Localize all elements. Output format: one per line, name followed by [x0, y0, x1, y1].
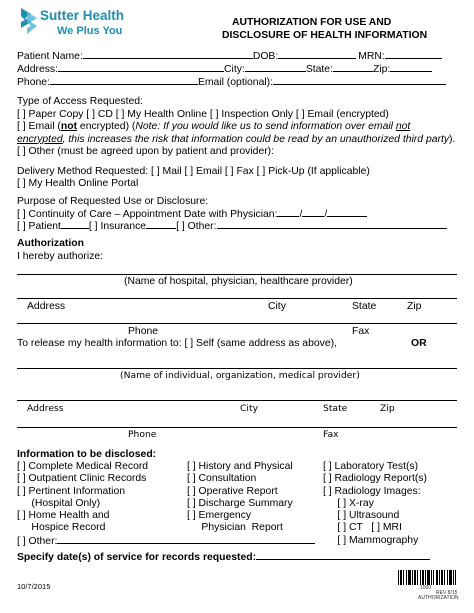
other-access-text[interactable]: ). [ ] Other (must be agreed upon by patient and provider): — [17, 133, 456, 157]
email-label: Email (optional): — [197, 77, 274, 88]
logo-tagline: We Plus You — [57, 25, 123, 37]
appt-year-field[interactable] — [327, 208, 367, 217]
zip-caption: Zip — [407, 301, 422, 312]
option-operative-report[interactable]: [ ] Operative Report — [187, 485, 278, 497]
appt-day-field[interactable] — [302, 208, 324, 217]
delivery-portal[interactable]: [ ] My Health Online Portal — [17, 178, 139, 189]
access-heading: Type of Access Requested: — [17, 96, 143, 107]
option-mammography[interactable]: [ ] Mammography — [323, 534, 419, 546]
date-sep-2: / — [324, 209, 328, 220]
option-consultation[interactable]: [ ] Consultation — [187, 473, 257, 485]
recipient-name-caption: (Name of individual, organization, medical provider) — [120, 370, 360, 381]
form-title-line1: AUTHORIZATION FOR USE AND — [232, 17, 392, 28]
mrn-label: MRN: — [358, 51, 385, 62]
option-discharge-summary[interactable]: [ ] Discharge Summary — [187, 497, 293, 509]
logo — [17, 6, 157, 40]
option-home-health[interactable]: [ ] Home Health and — [17, 510, 110, 522]
option-other-disclosure[interactable]: [ ] Other: — [17, 535, 315, 548]
zip-field[interactable] — [390, 63, 432, 72]
patient-name-field[interactable] — [83, 50, 253, 59]
option-radiology-images[interactable]: [ ] Radiology Images: — [323, 485, 421, 497]
zip-label: Zip: — [372, 64, 391, 75]
not-word: not — [60, 121, 78, 132]
email-unencrypted-note — [17, 121, 459, 159]
city-label: City: — [224, 64, 245, 75]
city-caption: City — [268, 301, 286, 312]
purpose-patient-option[interactable]: [ ] Patient — [17, 221, 61, 232]
date-sep-1: / — [299, 209, 303, 220]
email-option-prefix[interactable]: [ ] Email ( — [17, 121, 61, 132]
insurance-purpose-field[interactable] — [146, 220, 176, 229]
email-field[interactable] — [273, 76, 446, 85]
address-field[interactable] — [58, 63, 224, 72]
provider-address-line[interactable] — [17, 298, 457, 299]
dates-of-service-field[interactable] — [256, 551, 430, 560]
fax-caption: Fax — [352, 326, 370, 337]
phone-field[interactable] — [50, 76, 198, 85]
mrn-field[interactable] — [385, 50, 442, 59]
fax2-caption: Fax — [323, 429, 339, 440]
dates-of-service-label: Specify date(s) of service for records requested: — [17, 551, 430, 564]
option-outpatient-clinic[interactable]: [ ] Outpatient Clinic Records — [17, 473, 147, 485]
other-purpose-field[interactable] — [217, 220, 447, 229]
option-complete-medical-record[interactable]: [ ] Complete Medical Record — [17, 461, 149, 472]
option-emergency-note: Physician Report — [187, 522, 283, 534]
phone-label: Phone: — [17, 77, 50, 88]
patient-name-row — [17, 50, 442, 63]
delivery-options[interactable]: Delivery Method Requested: [ ] Mail [ ] Email [ ] Fax [ ] Pick-Up (If applicable) — [17, 166, 370, 177]
access-options[interactable]: [ ] Paper Copy [ ] CD [ ] My Health Online [ ] Inspection Only [ ] Email (encrypted) — [17, 109, 389, 120]
option-home-health-note: Hospice Record — [17, 522, 106, 534]
state-caption: State — [352, 301, 377, 312]
authorization-heading: Authorization — [17, 238, 84, 249]
provider-name-caption: (Name of hospital, physician, healthcare provider) — [124, 276, 353, 287]
address-label: Address: — [17, 64, 59, 75]
phone-caption: Phone — [128, 326, 159, 337]
or-text: OR — [411, 338, 427, 349]
option-pertinent-info[interactable]: [ ] Pertinent Information — [17, 485, 126, 497]
barcode-icon — [398, 570, 456, 585]
hereby-authorize: I hereby authorize: — [17, 251, 104, 262]
appt-month-field[interactable] — [277, 208, 299, 217]
address-row — [17, 63, 432, 76]
purpose-other-option[interactable]: [ ] Other: — [176, 221, 217, 232]
footer-date: 10/7/2015 — [17, 582, 51, 591]
email-option-mid: encrypted) ( — [77, 121, 136, 132]
recipient-phone-line[interactable] — [17, 427, 457, 428]
logo-name: Sutter Health — [40, 8, 125, 23]
note-not: not — [395, 121, 411, 132]
option-emergency[interactable]: [ ] Emergency — [187, 510, 252, 522]
purpose-continuity — [17, 208, 367, 221]
continuity-of-care-option[interactable]: [ ] Continuity of Care – Appointment Date with Physician: — [17, 209, 278, 220]
state-label: State: — [305, 64, 333, 75]
phone2-caption: Phone — [128, 429, 157, 440]
other-disclosure-field[interactable] — [57, 535, 315, 544]
disclosure-col3 — [323, 461, 427, 547]
option-pertinent-info-note: (Hospital Only) — [17, 497, 101, 509]
note-italic-2: , this increases the risk that information could be read by an unauthorized third party — [62, 133, 450, 145]
address2-caption: Address — [27, 403, 64, 414]
form-barcode — [398, 570, 456, 585]
purpose-heading: Purpose of Requested Use or Disclosure: — [17, 196, 209, 207]
phone-row — [17, 76, 446, 89]
option-lab-tests[interactable]: [ ] Laboratory Test(s) — [323, 461, 419, 472]
option-radiology-report[interactable]: [ ] Radiology Report(s) — [323, 473, 427, 485]
option-history-physical[interactable]: [ ] History and Physical — [187, 461, 293, 472]
form-title-line2: DISCLOSURE OF HEALTH INFORMATION — [222, 30, 428, 41]
footer-code-2: REV 8/15 — [436, 590, 458, 596]
provider-name-line[interactable] — [17, 274, 457, 275]
address-caption: Address — [27, 301, 66, 312]
option-xray[interactable]: [ ] X-ray — [323, 497, 374, 509]
disclosure-heading: Information to be disclosed: — [17, 449, 157, 460]
dob-label: DOB: — [252, 51, 279, 62]
encrypted-word: encrypted — [17, 133, 63, 145]
city-field[interactable] — [245, 63, 306, 72]
purpose-insurance-option[interactable]: [ ] Insurance — [88, 221, 147, 232]
note-italic-1: Note: If you would like us to send information over email — [135, 121, 396, 132]
patient-purpose-field[interactable] — [61, 220, 89, 229]
state2-caption: State — [323, 403, 348, 414]
option-ct-mri[interactable]: [ ] CT [ ] MRI — [323, 522, 402, 534]
sutter-health-logo-icon — [17, 6, 39, 36]
dob-field[interactable] — [278, 50, 356, 59]
disclosure-col2 — [187, 461, 293, 535]
recipient-name-line[interactable] — [17, 368, 457, 369]
city2-caption: City — [240, 403, 259, 414]
recipient-address-line[interactable] — [17, 400, 457, 401]
option-ultrasound[interactable]: [ ] Ultrasound — [323, 510, 400, 522]
footer-code-1: 1000 — [420, 585, 432, 591]
zip2-caption: Zip — [380, 403, 395, 414]
footer-code-3: AUTHORIZATION — [418, 595, 459, 601]
purpose-row2 — [17, 220, 447, 233]
patient-name-label: Patient Name: — [17, 51, 83, 62]
release-to-text[interactable]: To release my health information to: [ ] Self (same address as above), — [17, 338, 337, 349]
state-field[interactable] — [333, 63, 373, 72]
provider-phone-line[interactable] — [17, 323, 457, 324]
